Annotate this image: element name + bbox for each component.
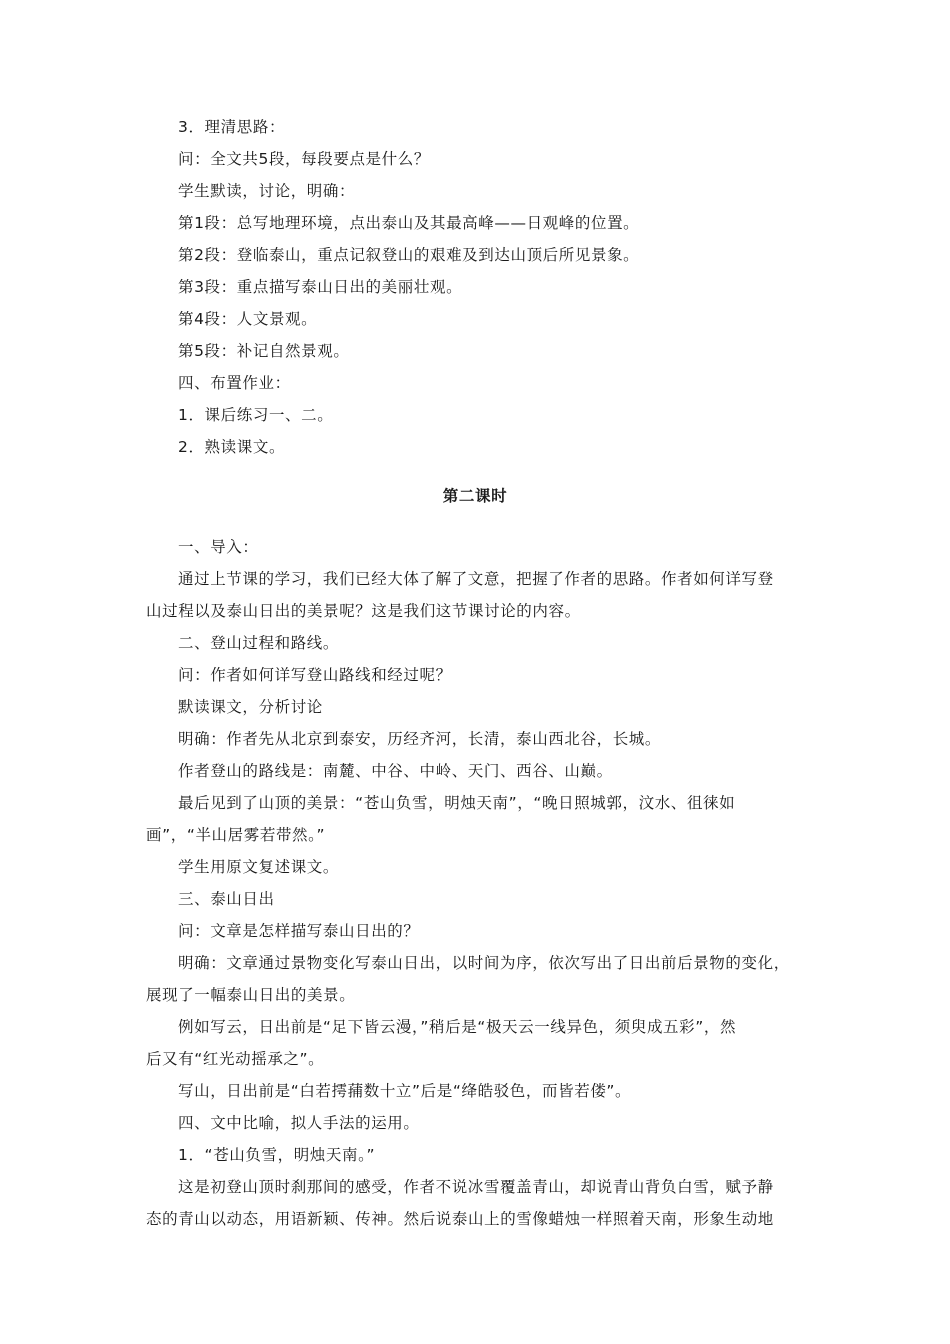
route-title: 二、登山过程和路线。 [178, 634, 340, 652]
analysis-line-2: 态的青山以动态，用语新颖、传神。然后说泰山上的雪像蜡烛一样照着天南，形象生动地 [146, 1210, 774, 1228]
paragraph-point-1: 第1段：总写地理环境，点出泰山及其最高峰——日观峰的位置。 [178, 214, 640, 232]
paragraph-point-5: 第5段：补记自然景观。 [178, 342, 350, 360]
homework-title: 四、布置作业： [178, 374, 291, 392]
homework-item-2: 2．熟读课文。 [178, 438, 286, 456]
sunrise-answer-line-1: 明确：文章通过景物变化写泰山日出，以时间为序，依次写出了日出前后景物的变化， [178, 954, 790, 972]
route-activity: 默读课文，分析讨论 [178, 698, 323, 716]
analysis-line-1: 这是初登山顶时刹那间的感受，作者不说冰雪覆盖青山，却说青山背负白雪，赋予静 [178, 1178, 774, 1196]
summit-view-line-1: 最后见到了山顶的美景：“苍山负雪，明烛天南”，“晚日照城郭，汶水、徂徕如 [178, 794, 736, 812]
route-answer: 明确：作者先从北京到泰安，历经齐河，长清，泰山西北谷，长城。 [178, 730, 662, 748]
sunrise-question: 问：文章是怎样描写泰山日出的？ [178, 922, 420, 940]
intro-title: 一、导入： [178, 538, 259, 556]
summit-view-line-2: 画”，“半山居雾若带然。” [146, 826, 326, 844]
cloud-example-line-1: 例如写云，日出前是“足下皆云漫，”稍后是“极天云一线异色，须臾成五彩”，然 [178, 1018, 737, 1036]
rhetoric-title: 四、文中比喻，拟人手法的运用。 [178, 1114, 420, 1132]
mountain-example: 写山，日出前是“白若摴蒱数十立”后是“绛皓驳色，而皆若偻”。 [178, 1082, 632, 1100]
paragraph-point-4: 第4段：人文景观。 [178, 310, 318, 328]
paragraph-point-2: 第2段：登临泰山，重点记叙登山的艰难及到达山顶后所见景象。 [178, 246, 640, 264]
intro-line-2: 山过程以及泰山日出的美景呢？这是我们这节课讨论的内容。 [146, 602, 581, 620]
paragraph-point-3: 第3段：重点描写泰山日出的美丽壮观。 [178, 278, 463, 296]
route-question: 问：作者如何详写登山路线和经过呢？ [178, 666, 452, 684]
sunrise-title: 三、泰山日出 [178, 890, 275, 908]
sunrise-answer-line-2: 展现了一幅泰山日出的美景。 [146, 986, 356, 1004]
route-path: 作者登山的路线是：南麓、中谷、中岭、天门、西谷、山巅。 [178, 762, 613, 780]
homework-item-1: 1．课后练习一、二。 [178, 406, 334, 424]
section3-title: 3．理清思路： [178, 118, 286, 136]
cloud-example-line-2: 后又有“红光动摇承之”。 [146, 1050, 325, 1068]
intro-line-1: 通过上节课的学习，我们已经大体了解了文意，把握了作者的思路。作者如何详写登 [178, 570, 774, 588]
question-paragraph-points: 问：全文共5段，每段要点是什么？ [178, 150, 430, 168]
student-activity: 学生默读，讨论，明确： [178, 182, 356, 200]
retell-instruction: 学生用原文复述课文。 [178, 858, 340, 876]
quote-1: 1．“苍山负雪，明烛天南。” [178, 1146, 376, 1164]
second-lesson-heading: 第二课时 [442, 487, 508, 505]
